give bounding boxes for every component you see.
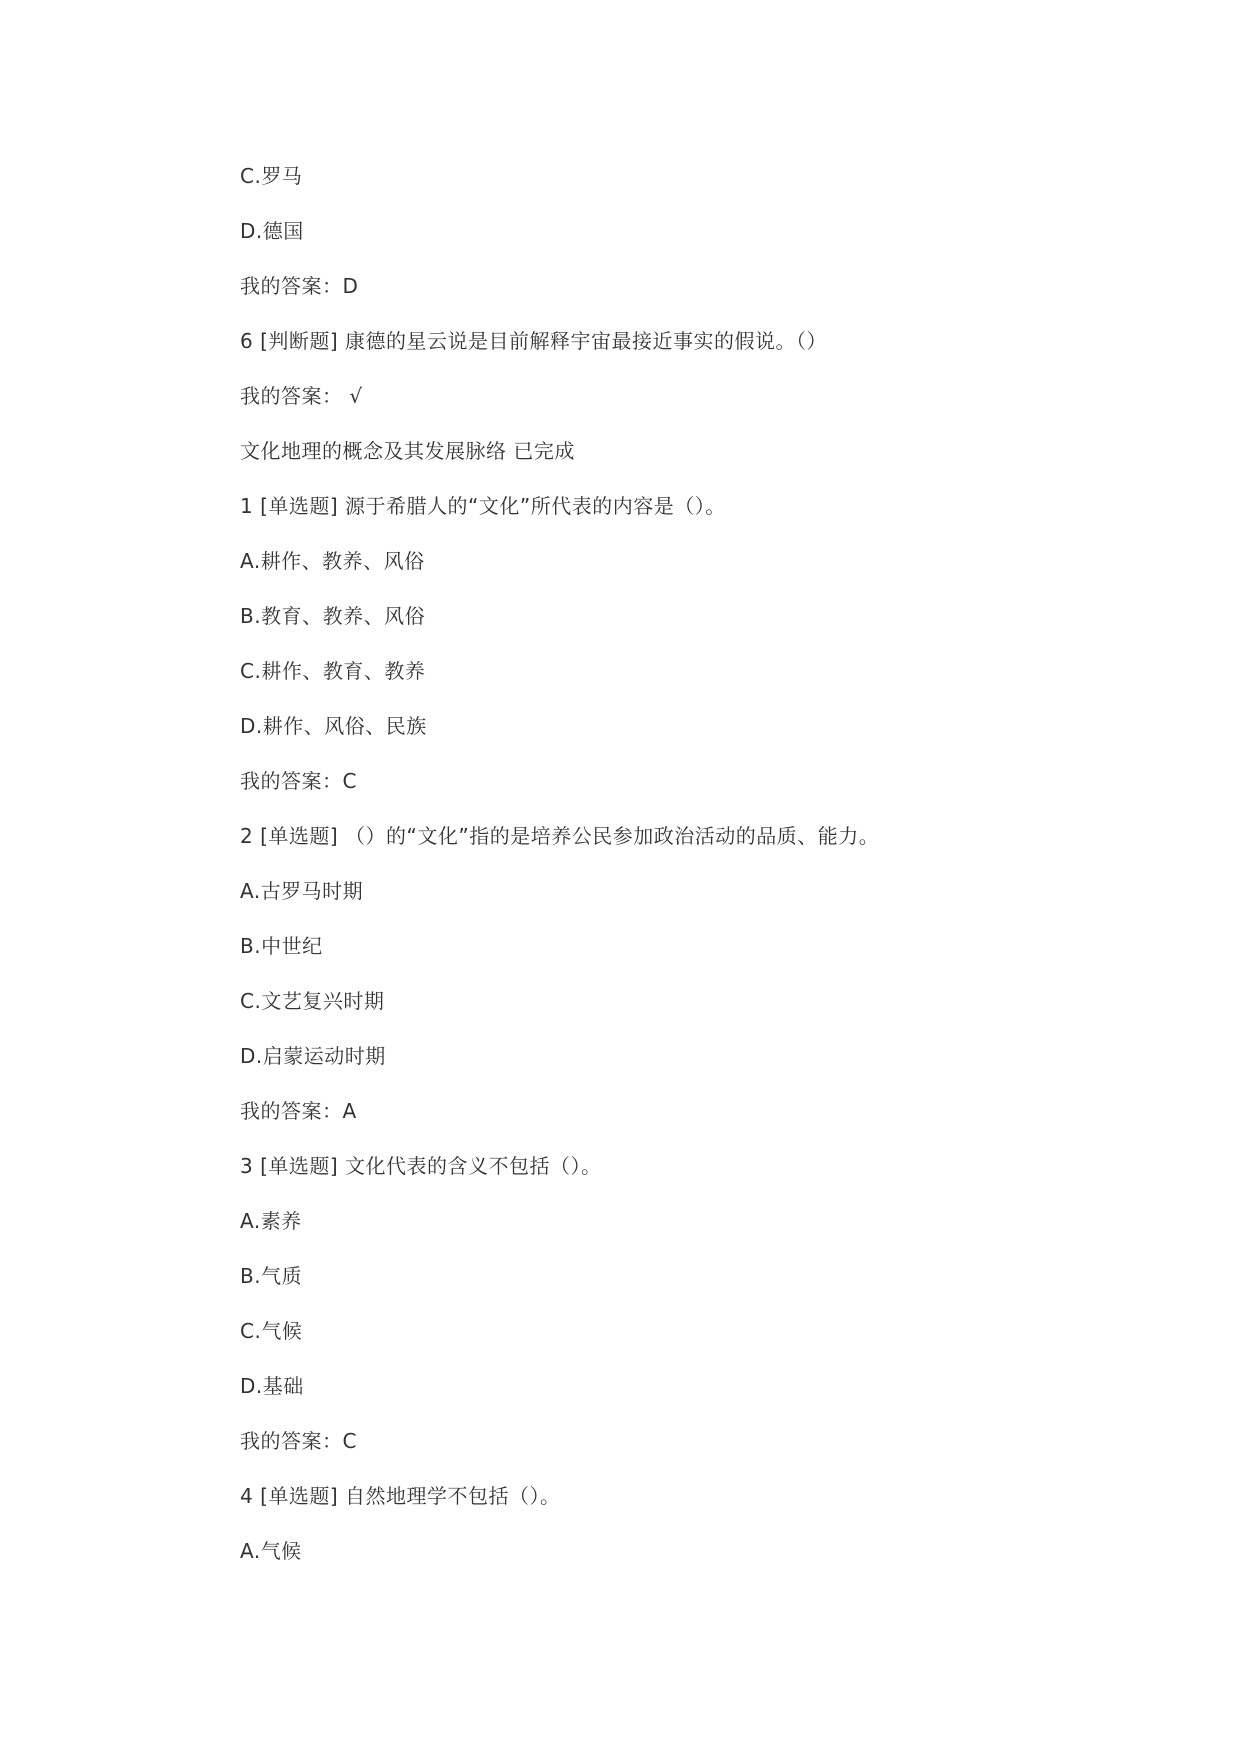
q3-option-a: A.素养 — [240, 1209, 302, 1233]
document-page — [240, 0, 1200, 1754]
q3-option-b: B.气质 — [240, 1264, 303, 1288]
answer-q1: 我的答案：C — [240, 769, 357, 793]
option-d-germany: D.德国 — [240, 219, 304, 243]
q4-option-a: A.气候 — [240, 1539, 302, 1563]
question-4: 4 [单选题] 自然地理学不包括（）。 — [240, 1484, 561, 1508]
q3-option-c: C.气候 — [240, 1319, 303, 1343]
q2-option-d: D.启蒙运动时期 — [240, 1044, 386, 1068]
question-3: 3 [单选题] 文化代表的含义不包括（）。 — [240, 1154, 602, 1178]
q1-option-a: A.耕作、教养、风俗 — [240, 549, 425, 573]
option-c-rome: C.罗马 — [240, 164, 303, 188]
q1-option-c: C.耕作、教育、教养 — [240, 659, 426, 683]
answer-q3: 我的答案：C — [240, 1429, 357, 1453]
question-1: 1 [单选题] 源于希腊人的“文化”所代表的内容是（）。 — [240, 494, 726, 518]
answer-q6: 我的答案： √ — [240, 384, 363, 408]
q2-option-c: C.文艺复兴时期 — [240, 989, 385, 1013]
question-2: 2 [单选题] （）的“文化”指的是培养公民参加政治活动的品质、能力。 — [240, 824, 880, 848]
answer-q2: 我的答案：A — [240, 1099, 357, 1123]
question-6: 6 [判断题] 康德的星云说是目前解释宇宙最接近事实的假说。（） — [240, 329, 828, 353]
q3-option-d: D.基础 — [240, 1374, 304, 1398]
section-title: 文化地理的概念及其发展脉络 已完成 — [240, 439, 575, 463]
answer-q5: 我的答案：D — [240, 274, 359, 298]
q2-option-b: B.中世纪 — [240, 934, 323, 958]
q1-option-b: B.教育、教养、风俗 — [240, 604, 426, 628]
q1-option-d: D.耕作、风俗、民族 — [240, 714, 427, 738]
q2-option-a: A.古罗马时期 — [240, 879, 364, 903]
